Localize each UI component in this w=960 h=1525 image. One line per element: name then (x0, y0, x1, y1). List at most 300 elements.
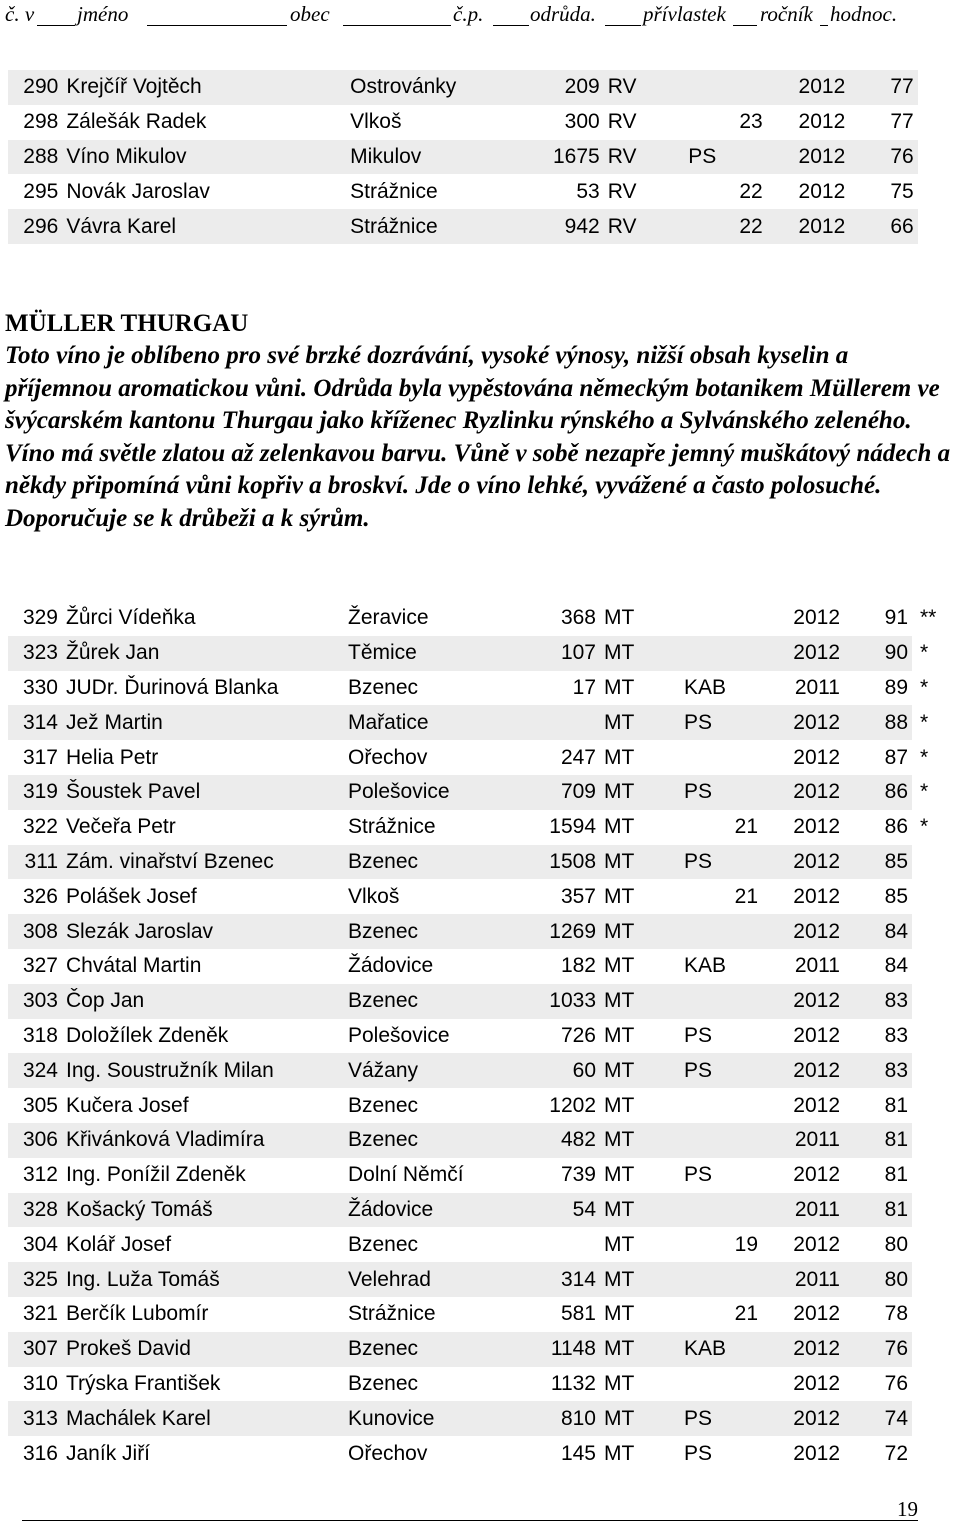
entry-number: 314 (8, 705, 62, 740)
header-col-name: jméno (77, 2, 129, 26)
table-row (8, 209, 958, 244)
table-row (8, 879, 952, 914)
page-number: 19 (897, 1497, 918, 1521)
vintage-year: 2012 (762, 601, 844, 636)
header-col-rating: hodnoc. (830, 2, 898, 26)
table-row (8, 810, 952, 845)
table-row (8, 671, 952, 706)
entry-number: 327 (8, 949, 62, 984)
town: Bzenec (344, 1123, 524, 1158)
house-number: 482 (524, 1123, 600, 1158)
producer-name: Prokeš David (62, 1332, 344, 1367)
rating-score: 72 (844, 1436, 912, 1471)
entry-number: 321 (8, 1297, 62, 1332)
town: Strážnice (346, 209, 527, 244)
attribute (684, 70, 767, 105)
variety-section (5, 308, 955, 535)
town: Strážnice (346, 174, 527, 209)
rating-score: 85 (844, 845, 912, 880)
rating-score: 85 (844, 879, 912, 914)
variety-code: MT (600, 1227, 680, 1262)
attribute (680, 601, 762, 636)
producer-name: Večeřa Petr (62, 810, 344, 845)
entry-number: 326 (8, 879, 62, 914)
award-stars (912, 845, 952, 880)
table-row (8, 1193, 952, 1228)
town: Dolní Němčí (344, 1158, 524, 1193)
producer-name: Zálešák Radek (62, 105, 346, 140)
award-stars: * (912, 810, 952, 845)
producer-name: Machálek Karel (62, 1401, 344, 1436)
vintage-year: 2012 (767, 209, 850, 244)
entry-number: 296 (8, 209, 62, 244)
rating-score: 83 (844, 984, 912, 1019)
producer-name: Ing. Soustružník Milan (62, 1053, 344, 1088)
producer-name: Ing. Ponížil Zdeněk (62, 1158, 344, 1193)
award-stars (912, 1158, 952, 1193)
award-stars (918, 174, 958, 209)
attribute: KAB (680, 671, 762, 706)
table-row (8, 601, 952, 636)
vintage-year: 2011 (762, 671, 844, 706)
table-row (8, 845, 952, 880)
header-underline (820, 25, 828, 26)
variety-code: MT (600, 1053, 680, 1088)
award-stars (912, 1262, 952, 1297)
entry-number: 323 (8, 636, 62, 671)
town: Ořechov (344, 740, 524, 775)
attribute: 22 (684, 209, 767, 244)
table-row (8, 1019, 952, 1054)
header-underline (147, 25, 287, 26)
house-number: 314 (524, 1262, 600, 1297)
table-row (8, 705, 952, 740)
vintage-year: 2012 (767, 140, 850, 175)
town: Žádovice (344, 1193, 524, 1228)
mt-results-table (8, 601, 952, 1471)
variety-code: RV (604, 105, 685, 140)
entry-number: 306 (8, 1123, 62, 1158)
header-col-cp: č.p. (453, 2, 484, 26)
town: Žádovice (344, 949, 524, 984)
table-row (8, 1262, 952, 1297)
house-number: 810 (524, 1401, 600, 1436)
award-stars: * (912, 740, 952, 775)
header-underline (493, 25, 529, 26)
variety-title: MÜLLER THURGAU (5, 310, 249, 337)
entry-number: 295 (8, 174, 62, 209)
table-row (8, 1227, 952, 1262)
attribute (680, 1193, 762, 1228)
award-stars (912, 1332, 952, 1367)
producer-name: Doložílek Zdeněk (62, 1019, 344, 1054)
table-row (8, 140, 958, 175)
rating-score: 76 (844, 1367, 912, 1402)
town: Bzenec (344, 1332, 524, 1367)
attribute: PS (680, 1158, 762, 1193)
award-stars (918, 140, 958, 175)
attribute (680, 1262, 762, 1297)
entry-number: 330 (8, 671, 62, 706)
house-number: 54 (524, 1193, 600, 1228)
rating-score: 84 (844, 949, 912, 984)
town: Bzenec (344, 1367, 524, 1402)
award-stars (912, 1367, 952, 1402)
variety-code: MT (600, 1332, 680, 1367)
house-number: 247 (524, 740, 600, 775)
attribute: 23 (684, 105, 767, 140)
entry-number: 304 (8, 1227, 62, 1262)
producer-name: Jež Martin (62, 705, 344, 740)
variety-code: MT (600, 1436, 680, 1471)
vintage-year: 2011 (762, 1193, 844, 1228)
variety-code: MT (600, 1123, 680, 1158)
variety-code: MT (600, 671, 680, 706)
entry-number: 288 (8, 140, 62, 175)
house-number: 357 (524, 879, 600, 914)
variety-code: MT (600, 1158, 680, 1193)
entry-number: 319 (8, 775, 62, 810)
rating-score: 81 (844, 1158, 912, 1193)
producer-name: Košacký Tomáš (62, 1193, 344, 1228)
rv-results-table (8, 70, 958, 244)
rating-score: 81 (844, 1088, 912, 1123)
variety-code: MT (600, 636, 680, 671)
rating-score: 91 (844, 601, 912, 636)
award-stars (912, 1053, 952, 1088)
town: Kunovice (344, 1401, 524, 1436)
attribute (680, 984, 762, 1019)
vintage-year: 2012 (762, 705, 844, 740)
attribute: PS (680, 705, 762, 740)
town: Polešovice (344, 1019, 524, 1054)
town: Polešovice (344, 775, 524, 810)
award-stars (918, 209, 958, 244)
entry-number: 329 (8, 601, 62, 636)
producer-name: Zám. vinařství Bzenec (62, 845, 344, 880)
attribute: 21 (680, 1297, 762, 1332)
attribute: 22 (684, 174, 767, 209)
rating-score: 80 (844, 1227, 912, 1262)
vintage-year: 2012 (767, 105, 850, 140)
variety-code: MT (600, 601, 680, 636)
variety-code: MT (600, 1019, 680, 1054)
variety-code: MT (600, 1297, 680, 1332)
attribute: PS (684, 140, 767, 175)
town: Bzenec (344, 1088, 524, 1123)
award-stars: * (912, 775, 952, 810)
table-row (8, 70, 958, 105)
entry-number: 303 (8, 984, 62, 1019)
header-underline (37, 25, 75, 26)
producer-name: Berčík Lubomír (62, 1297, 344, 1332)
rating-score: 84 (844, 914, 912, 949)
house-number: 300 (527, 105, 603, 140)
house-number: 209 (527, 70, 603, 105)
vintage-year: 2012 (762, 845, 844, 880)
vintage-year: 2012 (762, 1053, 844, 1088)
producer-name: Kučera Josef (62, 1088, 344, 1123)
variety-code: RV (604, 174, 685, 209)
entry-number: 308 (8, 914, 62, 949)
vintage-year: 2012 (762, 1158, 844, 1193)
attribute: 21 (680, 810, 762, 845)
table-row (8, 1158, 952, 1193)
house-number: 709 (524, 775, 600, 810)
footer-rule (22, 1520, 918, 1521)
variety-code: MT (600, 879, 680, 914)
producer-name: Krejčíř Vojtěch (62, 70, 346, 105)
award-stars (912, 1019, 952, 1054)
attribute: PS (680, 1053, 762, 1088)
entry-number: 313 (8, 1401, 62, 1436)
producer-name: Novák Jaroslav (62, 174, 346, 209)
attribute (680, 914, 762, 949)
attribute: PS (680, 845, 762, 880)
award-stars (912, 1227, 952, 1262)
variety-code: MT (600, 740, 680, 775)
vintage-year: 2012 (762, 775, 844, 810)
table-row (8, 174, 958, 209)
rating-score: 88 (844, 705, 912, 740)
house-number: 1594 (524, 810, 600, 845)
rating-score: 87 (844, 740, 912, 775)
vintage-year: 2012 (762, 1019, 844, 1054)
attribute: KAB (680, 1332, 762, 1367)
town: Bzenec (344, 845, 524, 880)
award-stars (912, 1401, 952, 1436)
town: Žeravice (344, 601, 524, 636)
rating-score: 76 (849, 140, 917, 175)
entry-number: 290 (8, 70, 62, 105)
table-row (8, 1401, 952, 1436)
variety-code: RV (604, 140, 685, 175)
variety-code: MT (600, 810, 680, 845)
award-stars (912, 949, 952, 984)
town: Mikulov (346, 140, 527, 175)
house-number: 739 (524, 1158, 600, 1193)
producer-name: Kolář Josef (62, 1227, 344, 1262)
award-stars: * (912, 705, 952, 740)
vintage-year: 2012 (762, 810, 844, 845)
vintage-year: 2012 (762, 1332, 844, 1367)
town: Vlkoš (344, 879, 524, 914)
rating-score: 75 (849, 174, 917, 209)
variety-code: RV (604, 209, 685, 244)
town: Strážnice (344, 810, 524, 845)
variety-description: Toto víno je oblíbeno pro své brzké dozrávání, vysoké výnosy, nižší obsah kyselin a příjemnou aromatickou vůni. Odrůda byla vypěstována německým botanikem Müllerem ve švýcarském kantonu Thurgau jako kříženec Ryzlinku rýnského a Sylvánského zeleného. Víno má světle zlatou až zelenkavou barvu. Vůně v sobě nezapře jemný muškátový nádech a někdy připomíná vůni kopřiv a broskví. Jde o víno lehké, vyvážené a často polosuché. Doporučuje se k drůbeži a k sýrům. (5, 342, 951, 532)
house-number: 60 (524, 1053, 600, 1088)
house-number: 942 (527, 209, 603, 244)
award-stars (912, 1436, 952, 1471)
award-stars (912, 1193, 952, 1228)
table-row (8, 1297, 952, 1332)
producer-name: Janík Jiří (62, 1436, 344, 1471)
variety-code: MT (600, 914, 680, 949)
house-number: 1508 (524, 845, 600, 880)
town: Ostrovánky (346, 70, 527, 105)
variety-code: MT (600, 1088, 680, 1123)
town: Ořechov (344, 1436, 524, 1471)
variety-code: MT (600, 984, 680, 1019)
table-row (8, 105, 958, 140)
entry-number: 312 (8, 1158, 62, 1193)
rating-score: 86 (844, 775, 912, 810)
header-col-variety: odrůda. (530, 2, 596, 26)
town: Bzenec (344, 671, 524, 706)
vintage-year: 2012 (762, 1297, 844, 1332)
table-row (8, 740, 952, 775)
house-number: 145 (524, 1436, 600, 1471)
award-stars: * (912, 671, 952, 706)
town: Těmice (344, 636, 524, 671)
producer-name: Polášek Josef (62, 879, 344, 914)
town: Strážnice (344, 1297, 524, 1332)
header-col-attribute: přívlastek (643, 2, 726, 26)
house-number: 1202 (524, 1088, 600, 1123)
producer-name: Vávra Karel (62, 209, 346, 244)
entry-number: 317 (8, 740, 62, 775)
vintage-year: 2012 (767, 174, 850, 209)
rating-score: 86 (844, 810, 912, 845)
rating-score: 77 (849, 70, 917, 105)
producer-name: Žůrci Vídeňka (62, 601, 344, 636)
variety-code: MT (600, 705, 680, 740)
rating-score: 81 (844, 1123, 912, 1158)
attribute: KAB (680, 949, 762, 984)
house-number: 368 (524, 601, 600, 636)
entry-number: 305 (8, 1088, 62, 1123)
producer-name: Šoustek Pavel (62, 775, 344, 810)
vintage-year: 2012 (762, 879, 844, 914)
producer-name: Trýska František (62, 1367, 344, 1402)
house-number: 1033 (524, 984, 600, 1019)
town: Velehrad (344, 1262, 524, 1297)
variety-code: MT (600, 1367, 680, 1402)
producer-name: Slezák Jaroslav (62, 914, 344, 949)
town: Bzenec (344, 914, 524, 949)
town: Vážany (344, 1053, 524, 1088)
award-stars (912, 1297, 952, 1332)
award-stars (918, 105, 958, 140)
attribute (680, 1123, 762, 1158)
rating-score: 90 (844, 636, 912, 671)
vintage-year: 2012 (762, 914, 844, 949)
vintage-year: 2012 (762, 1367, 844, 1402)
entry-number: 311 (8, 845, 62, 880)
house-number (524, 1227, 600, 1262)
table-row (8, 1123, 952, 1158)
town: Bzenec (344, 984, 524, 1019)
table-row (8, 1367, 952, 1402)
table-row (8, 636, 952, 671)
producer-name: Víno Mikulov (62, 140, 346, 175)
vintage-year: 2012 (762, 1436, 844, 1471)
attribute (680, 1088, 762, 1123)
header-underline (733, 25, 757, 26)
house-number: 182 (524, 949, 600, 984)
attribute: PS (680, 1019, 762, 1054)
award-stars (912, 984, 952, 1019)
rating-score: 76 (844, 1332, 912, 1367)
header-underline (605, 25, 641, 26)
table-row (8, 984, 952, 1019)
entry-number: 328 (8, 1193, 62, 1228)
attribute (680, 740, 762, 775)
producer-name: Helia Petr (62, 740, 344, 775)
award-stars (912, 1088, 952, 1123)
rating-score: 78 (844, 1297, 912, 1332)
house-number (524, 705, 600, 740)
attribute: PS (680, 1401, 762, 1436)
house-number: 581 (524, 1297, 600, 1332)
vintage-year: 2012 (762, 636, 844, 671)
award-stars (912, 879, 952, 914)
entry-number: 322 (8, 810, 62, 845)
variety-code: MT (600, 949, 680, 984)
table-row (8, 914, 952, 949)
entry-number: 316 (8, 1436, 62, 1471)
header-col-number: č. v (5, 2, 35, 26)
vintage-year: 2012 (762, 984, 844, 1019)
attribute: 19 (680, 1227, 762, 1262)
attribute: PS (680, 775, 762, 810)
house-number: 107 (524, 636, 600, 671)
house-number: 1269 (524, 914, 600, 949)
house-number: 17 (524, 671, 600, 706)
vintage-year: 2011 (762, 1262, 844, 1297)
entry-number: 310 (8, 1367, 62, 1402)
attribute: PS (680, 1436, 762, 1471)
table-row (8, 1053, 952, 1088)
producer-name: Ing. Luža Tomáš (62, 1262, 344, 1297)
entry-number: 325 (8, 1262, 62, 1297)
header-col-year: ročník (760, 2, 813, 26)
table-row (8, 1436, 952, 1471)
rating-score: 83 (844, 1019, 912, 1054)
vintage-year: 2012 (762, 1227, 844, 1262)
house-number: 53 (527, 174, 603, 209)
variety-code: MT (600, 1262, 680, 1297)
vintage-year: 2012 (762, 1088, 844, 1123)
entry-number: 318 (8, 1019, 62, 1054)
town: Vlkoš (346, 105, 527, 140)
house-number: 1675 (527, 140, 603, 175)
variety-code: RV (604, 70, 685, 105)
attribute (680, 636, 762, 671)
rating-score: 81 (844, 1193, 912, 1228)
table-row (8, 1088, 952, 1123)
table-row (8, 949, 952, 984)
entry-number: 324 (8, 1053, 62, 1088)
producer-name: JUDr. Ďurinová Blanka (62, 671, 344, 706)
rating-score: 66 (849, 209, 917, 244)
producer-name: Chvátal Martin (62, 949, 344, 984)
rating-score: 77 (849, 105, 917, 140)
entry-number: 298 (8, 105, 62, 140)
town: Mařatice (344, 705, 524, 740)
variety-code: MT (600, 1193, 680, 1228)
award-stars: ** (912, 601, 952, 636)
attribute (680, 1367, 762, 1402)
award-stars (918, 70, 958, 105)
variety-code: MT (600, 1401, 680, 1436)
vintage-year: 2011 (762, 1123, 844, 1158)
header-col-town: obec (290, 2, 330, 26)
variety-code: MT (600, 845, 680, 880)
attribute: 21 (680, 879, 762, 914)
rating-score: 89 (844, 671, 912, 706)
